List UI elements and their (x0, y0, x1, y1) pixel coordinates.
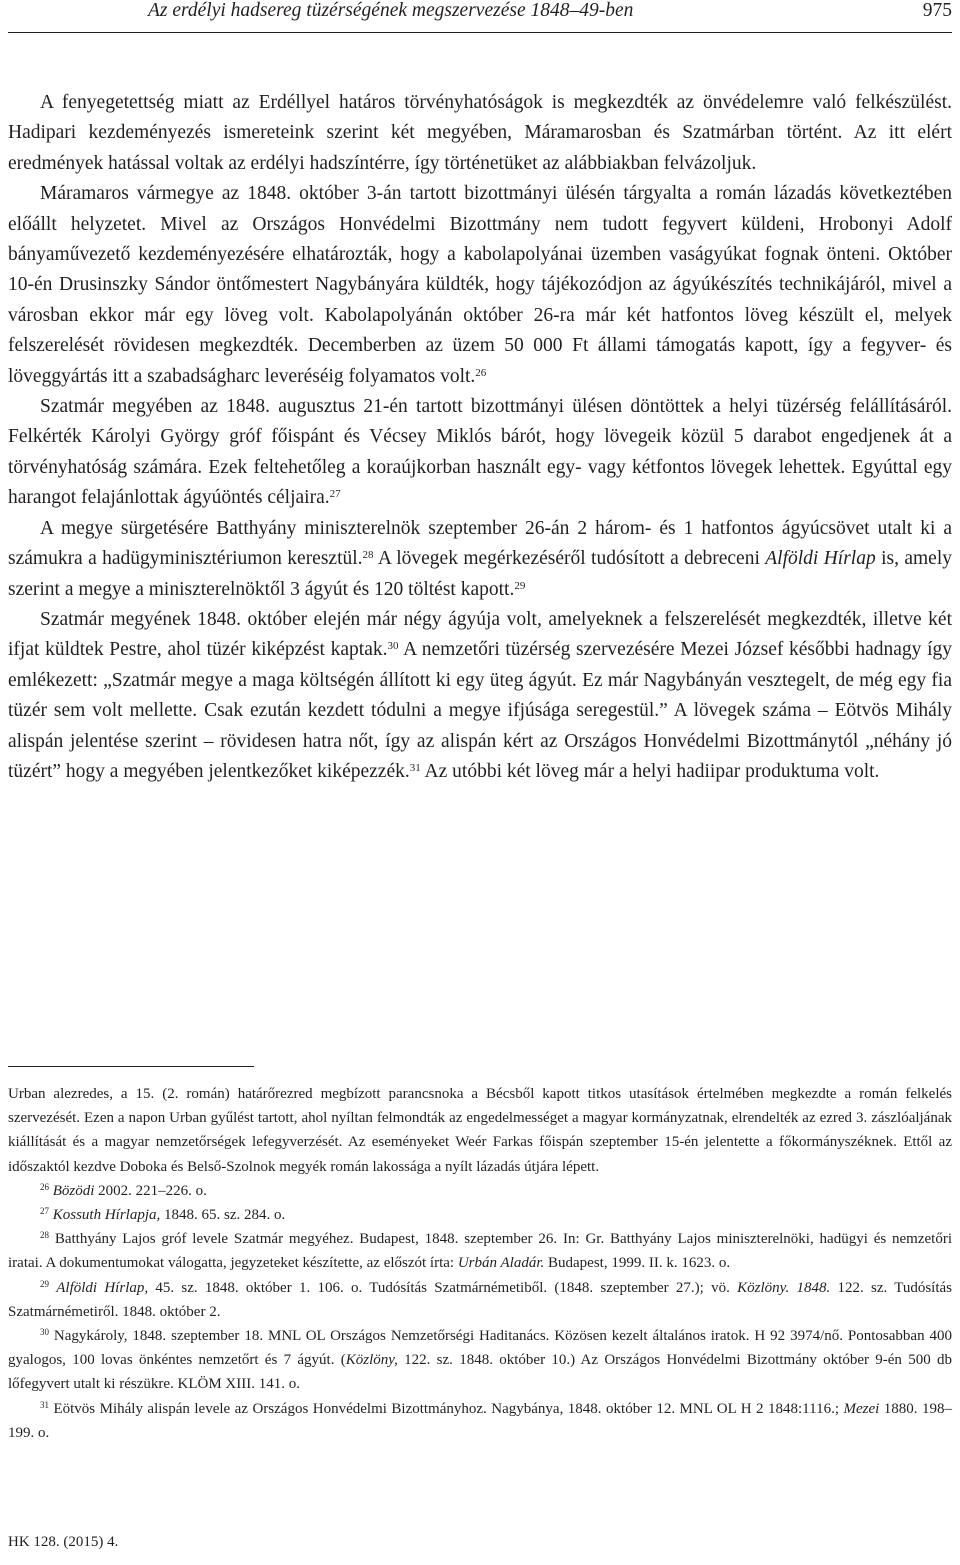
page-number: 975 (922, 0, 952, 21)
paragraph-3: Szatmár megyében az 1848. augusztus 21-én tartott bizottmányi ülésen döntöttek a helyi tüzérség felállításáról. Felkérték Károlyi György gróf főispánt és Vécsey Miklós bárót, hogy lövegeik közül 5 darabot engedjenek át a törvényhatóság számára. Ezek feltehetőleg a koraújkorban használt egy- vagy kétfontos lövegek lehettek. Egyúttal egy harangot felajánlottak ágyúöntés céljaira.$^{27}$ (8, 396, 952, 509)
footnote-ref-26: 26 (475, 366, 487, 379)
paragraph-4: A megye sürgetésére Batthyány miniszterelnök szeptember 26-án 2 három- és 1 hatfontos ágyúcsövet utalt ki a számukra a hadügyminisztériumon keresztül.$^{28}$ A lövegek megérkezéséről tudósított a debreceni Alföldi Hírlap is, amely szerint a megye a miniszterelnöktől 3 ágyút és 120 töltést kapott.$^{29}$ (8, 517, 953, 600)
running-header (8, 0, 952, 33)
newspaper-title: Alföldi Hírlap (765, 548, 876, 570)
footnote-ref-30: 30 (387, 640, 399, 653)
paragraph-2: Máramaros vármegye az 1848. október 3-án tartott bizottmányi ülésén tárgyalta a román lázadás következtében előállt helyzetet. Mivel az Országos Honvédelmi Bizottmány nem tudott fegyvert küldeni, Hrobonyi Adolf bányaművezető kezdeményezésére elhatározták, hogy a kabolapolyánai üzemben vaságyúkat fognak önteni. Október 10-én Drusinszky Sándor öntőmestert Nagybányára küldték, hogy tájékozódjon az ágyúkészítés technikájáról, mivel a városban ekkor már egy löveg volt. Kabolapolyánán október 26-ra már két hatfontos löveg készült el, melyek felszerelését rövidesen megkezdték. Decemberben az üzem 50 000 Ft állami támogatás kapott, így a fegyver- és löveggyártás itt a szabadságharc leveréséig folyamatos volt.$^{26}$ (8, 183, 952, 387)
footnote-continuation: Urban alezredes, a 15. (2. román) határőrezred megbízott parancsnoka a Bécsből kapott titkos utasítások értelmében megkezdte a román felkelés szervezését. Ezen a napon Urban gyűlést tartott, ahol nyíltan felmondták az engedelmességet a magyar kormányzatnak, elrendelték az ezred 3. zászlóaljának kiállítását és a magyar nemzetőrségek lefegyverzését. Az eseményeket Weér Farkas főispán szeptember 15-én jelentette a főkormányszéknek. Ettől az időszaktól kezdve Doboka és Belső-Szolnok megyék román lakossága a nyílt lázadás útjára lépett. (8, 1086, 952, 1175)
footnote-31: $^{31}$ Eötvös Mihály alispán levele az Országos Honvédelmi Bizottmányhoz. Nagybánya, 1848. október 12. MNL OL H 2 1848:1116.; Mezei 1880. 198–199. o. (8, 1399, 953, 1441)
footnote-28: $^{28}$ Batthyány Lajos gróf levele Szatmár megyéhez. Budapest, 1848. szeptember 26. In: Gr. Batthyány Lajos miniszterelnöki, hadügyi és nemzetőri iratai. A dokumentumokat válogatta, jegyzeteket készítette, az előszót írta: Urbán Aladár. Budapest, 1999. II. k. 1623. o. (8, 1230, 952, 1272)
footnote-ref-28: 28 (362, 549, 374, 562)
running-title: Az erdélyi hadsereg tüzérségének megszervezése 1848–49-ben (148, 0, 634, 21)
journal-reference: HK 128. (2015) 4. (8, 1534, 119, 1550)
footnotes (8, 1082, 952, 1445)
footnote-ref-31: 31 (409, 761, 421, 774)
footnote-26: $^{26}$ Bözödi 2002. 221–226. o. (40, 1181, 207, 1199)
footnote-30: $^{30}$ Nagykároly, 1848. szeptember 18. MNL OL Országos Nemzetőrségi Haditanács. Közösen kezelt általános iratok. H 92 3974/nő. Pontosabban 400 gyalogos, 100 lovas önkéntes nemzetőrt és 7 ágyút. (Közlöny, 122. sz. 1848. október 10.) Az Országos Honvédelmi Bizottmány október 9-én 500 db lőfegyvert utalt ki részükre. KLÖM XIII. 141. o. (8, 1327, 953, 1393)
footnote-27: $^{27}$ Kossuth Hírlapja, 1848. 65. sz. 284. o. (40, 1206, 286, 1224)
footnote-ref-29: 29 (514, 579, 526, 592)
footnote-29: $^{29}$ Alföldi Hírlap, 45. sz. 1848. október 1. 106. o. Tudósítás Szatmárnémetiből. (1848. szeptember 27.); vö. Közlöny. 1848. 122. sz. Tudósítás Szatmárnémetiről. 1848. október 2. (8, 1278, 953, 1320)
main-text (8, 88, 952, 787)
footnote-divider (8, 1066, 254, 1067)
paragraph-1: A fenyegetettség miatt az Erdéllyel határos törvényhatóságok is megkezdték az önvédelemre való felkészülést. Hadipari kezdeményezés ismereteink szerint két megyében, Máramarosban és Szatmárban történt. Az itt elért eredmények hatással voltak az erdélyi hadszíntérre, így történetüket az alábbiakban felvázoljuk. (8, 92, 952, 174)
paragraph-5: Szatmár megyének 1848. október elején már négy ágyúja volt, amelyeknek a felszerelését megkezdték, illetve két ifjat küldtek Pestre, ahol tüzér kiképzést kaptak.$^{30}$ A nemzetőri tüzérség szervezésére Mezei József későbbi hadnagy így emlékezett: „Szatmár megye a maga költségén állított ki egy üteg ágyút. Ez már Nagybányán vesztegelt, de még egy fia tüzér sem volt mellette. Csak ezután kezdett tódulni a megye ifjúsága seregestül.” A lövegek száma – Eötvös Mihály alispán jelentése szerint – rövidesen hatra nőt, így az alispán kért az Országos Honvédelmi Bizottmánytól „néhány jó tüzért” hogy a megyében jelentkezőket kiképezzék.$^{31}$ Az utóbbi két löveg már a helyi hadiipar produktuma volt. (8, 608, 952, 782)
footnote-ref-27: 27 (329, 488, 341, 501)
